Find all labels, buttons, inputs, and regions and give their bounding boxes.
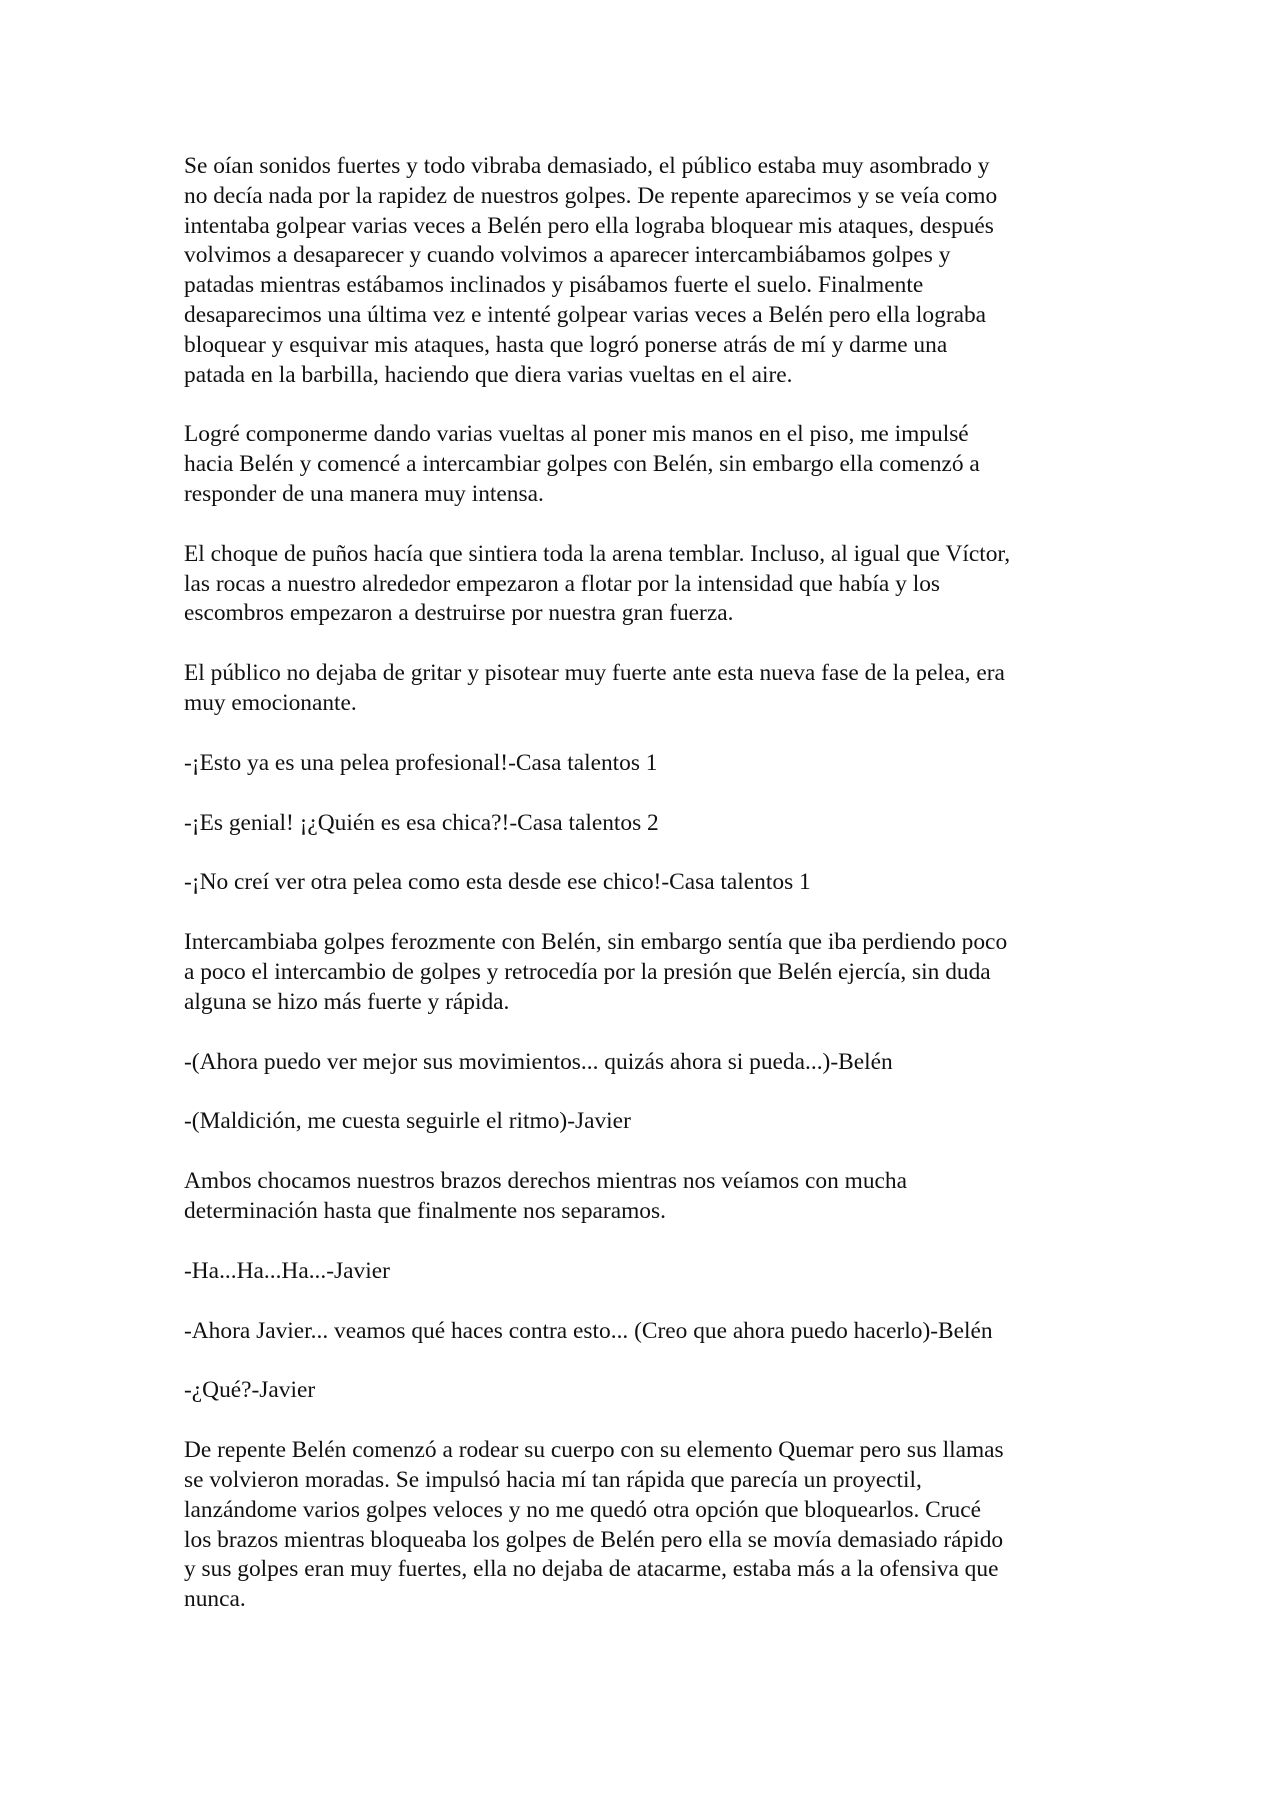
text-line: -¿Qué?-Javier <box>184 1377 316 1404</box>
text-line: El choque de puños hacía que sintiera toda la arena temblar. Incluso, al igual que Víctor, <box>184 540 1011 567</box>
paragraph <box>184 809 1104 839</box>
paragraph <box>184 1317 1104 1347</box>
text-line: patada en la barbilla, haciendo que diera varias vueltas en el aire. <box>184 361 793 388</box>
text-line: hacia Belén y comencé a intercambiar golpes con Belén, sin embargo ella comenzó a <box>184 451 980 478</box>
text-line: Logré componerme dando varias vueltas al poner mis manos en el piso, me impulsé <box>184 421 969 448</box>
paragraph <box>184 1107 1104 1137</box>
text-line: Ambos chocamos nuestros brazos derechos mientras nos veíamos con mucha <box>184 1168 907 1195</box>
paragraph <box>184 868 1104 898</box>
paragraph <box>184 659 1104 719</box>
text-line: patadas mientras estábamos inclinados y pisábamos fuerte el suelo. Finalmente <box>184 272 924 299</box>
text-line: Se oían sonidos fuertes y todo vibraba demasiado, el público estaba muy asombrado y <box>184 153 990 179</box>
text-line: -Ahora Javier... veamos qué haces contra esto... (Creo que ahora puedo hacerlo)-Belén <box>184 1317 993 1344</box>
text-line: las rocas a nuestro alrededor empezaron a flotar por la intensidad que había y los <box>184 570 941 597</box>
text-line: volvimos a desaparecer y cuando volvimos a aparecer intercambiábamos golpes y <box>184 242 951 269</box>
text-line: lanzándome varios golpes veloces y no me quedó otra opción que bloquearlos. Crucé <box>184 1496 981 1523</box>
paragraph <box>184 749 1104 779</box>
text-line: intentaba golpear varias veces a Belén pero ella lograba bloquear mis ataques, después <box>184 212 994 239</box>
text-line: bloquear y esquivar mis ataques, hasta que logró ponerse atrás de mí y darme una <box>184 331 948 358</box>
text-line: alguna se hizo más fuerte y rápida. <box>184 988 510 1015</box>
text-line: -¡Es genial! ¡¿Quién es esa chica?!-Casa talentos 2 <box>184 809 659 836</box>
paragraph <box>184 1167 1104 1227</box>
text-line: De repente Belén comenzó a rodear su cuerpo con su elemento Quemar pero sus llamas <box>184 1437 1004 1464</box>
paragraph <box>184 152 1104 390</box>
text-line: determinación hasta que finalmente nos separamos. <box>184 1197 666 1224</box>
paragraph <box>184 1376 1104 1406</box>
document-body <box>184 152 1104 1645</box>
text-line: a poco el intercambio de golpes y retrocedía por la presión que Belén ejercía, sin duda <box>184 958 991 985</box>
text-line: escombros empezaron a destruirse por nuestra gran fuerza. <box>184 600 734 627</box>
text-line: responder de una manera muy intensa. <box>184 480 544 507</box>
text-line: -(Maldición, me cuesta seguirle el ritmo)-Javier <box>184 1108 631 1135</box>
paragraph <box>184 420 1104 509</box>
text-line: desaparecimos una última vez e intenté golpear varias veces a Belén pero ella lograba <box>184 301 987 328</box>
text-line: -Ha...Ha...Ha...-Javier <box>184 1257 390 1284</box>
paragraph <box>184 1257 1104 1287</box>
paragraph <box>184 1048 1104 1078</box>
text-line: -¡Esto ya es una pelea profesional!-Casa talentos 1 <box>184 749 658 776</box>
text-line: no decía nada por la rapidez de nuestros golpes. De repente aparecimos y se veía como <box>184 182 998 209</box>
text-line: Intercambiaba golpes ferozmente con Belén, sin embargo sentía que iba perdiendo poco <box>184 929 1008 956</box>
text-line: -¡No creí ver otra pelea como esta desde ese chico!-Casa talentos 1 <box>184 869 811 896</box>
text-line: se volvieron moradas. Se impulsó hacia mí tan rápida que parecía un proyectil, <box>184 1466 922 1493</box>
text-line: los brazos mientras bloqueaba los golpes de Belén pero ella se movía demasiado rápido <box>184 1526 1004 1553</box>
text-line: muy emocionante. <box>184 689 357 716</box>
text-line: y sus golpes eran muy fuertes, ella no dejaba de atacarme, estaba más a la ofensiva que <box>184 1556 999 1583</box>
text-line: El público no dejaba de gritar y pisotear muy fuerte ante esta nueva fase de la pelea, era <box>184 660 1005 687</box>
text-line: -(Ahora puedo ver mejor sus movimientos... quizás ahora si pueda...)-Belén <box>184 1048 893 1075</box>
paragraph <box>184 928 1104 1017</box>
text-line: nunca. <box>184 1586 246 1613</box>
paragraph <box>184 1436 1104 1615</box>
paragraph <box>184 540 1104 629</box>
